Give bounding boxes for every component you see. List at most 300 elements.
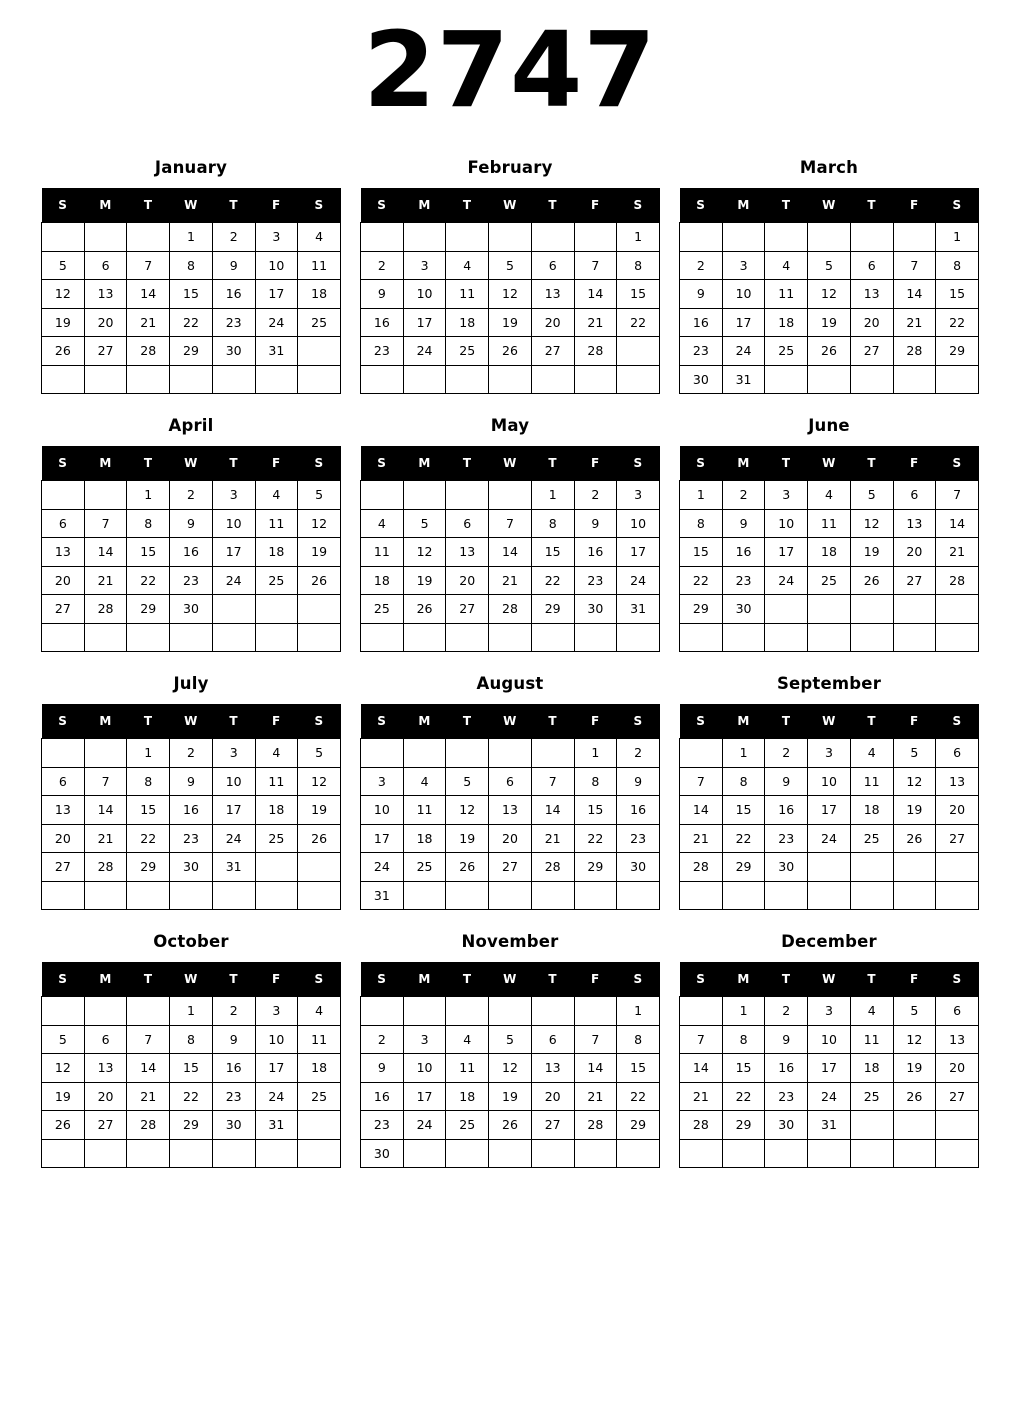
day-cell[interactable]: 29	[170, 337, 213, 366]
day-cell[interactable]: 18	[255, 796, 298, 825]
day-cell[interactable]: 20	[42, 824, 85, 853]
day-cell[interactable]: 17	[403, 1082, 446, 1111]
day-cell[interactable]: 7	[680, 767, 723, 796]
day-cell[interactable]: 13	[42, 796, 85, 825]
day-cell[interactable]: 10	[212, 767, 255, 796]
day-cell[interactable]: 11	[298, 1025, 341, 1054]
day-cell[interactable]: 6	[84, 251, 127, 280]
day-cell[interactable]: 19	[298, 538, 341, 567]
day-cell[interactable]: 28	[489, 595, 532, 624]
day-cell[interactable]: 8	[617, 251, 660, 280]
day-cell[interactable]: 12	[298, 767, 341, 796]
day-cell[interactable]: 11	[765, 280, 808, 309]
day-cell[interactable]: 3	[255, 997, 298, 1026]
day-cell[interactable]: 10	[765, 509, 808, 538]
day-cell[interactable]: 8	[936, 251, 979, 280]
day-cell[interactable]: 25	[850, 824, 893, 853]
day-cell[interactable]: 4	[361, 509, 404, 538]
day-cell[interactable]: 19	[42, 1082, 85, 1111]
day-cell[interactable]: 21	[84, 566, 127, 595]
day-cell[interactable]: 8	[617, 1025, 660, 1054]
day-cell[interactable]: 31	[808, 1111, 851, 1140]
day-cell[interactable]: 7	[574, 251, 617, 280]
day-cell[interactable]: 28	[574, 337, 617, 366]
day-cell[interactable]: 25	[361, 595, 404, 624]
day-cell[interactable]: 28	[84, 595, 127, 624]
day-cell[interactable]: 19	[403, 566, 446, 595]
day-cell[interactable]: 20	[84, 1082, 127, 1111]
day-cell[interactable]: 9	[574, 509, 617, 538]
day-cell[interactable]: 14	[489, 538, 532, 567]
day-cell[interactable]: 10	[722, 280, 765, 309]
day-cell[interactable]: 31	[722, 365, 765, 394]
day-cell[interactable]: 31	[212, 853, 255, 882]
day-cell[interactable]: 26	[298, 566, 341, 595]
day-cell[interactable]: 16	[361, 1082, 404, 1111]
day-cell[interactable]: 27	[489, 853, 532, 882]
day-cell[interactable]: 6	[84, 1025, 127, 1054]
day-cell[interactable]: 3	[255, 223, 298, 252]
day-cell[interactable]: 5	[42, 1025, 85, 1054]
day-cell[interactable]: 25	[298, 1082, 341, 1111]
day-cell[interactable]: 14	[680, 1054, 723, 1083]
day-cell[interactable]: 29	[936, 337, 979, 366]
day-cell[interactable]: 16	[765, 796, 808, 825]
day-cell[interactable]: 7	[127, 251, 170, 280]
day-cell[interactable]: 20	[531, 1082, 574, 1111]
day-cell[interactable]: 21	[84, 824, 127, 853]
day-cell[interactable]: 29	[127, 595, 170, 624]
day-cell[interactable]: 23	[765, 1082, 808, 1111]
day-cell[interactable]: 16	[680, 308, 723, 337]
day-cell[interactable]: 3	[808, 739, 851, 768]
day-cell[interactable]: 30	[170, 595, 213, 624]
day-cell[interactable]: 3	[808, 997, 851, 1026]
day-cell[interactable]: 18	[850, 796, 893, 825]
day-cell[interactable]: 22	[170, 1082, 213, 1111]
day-cell[interactable]: 23	[617, 824, 660, 853]
day-cell[interactable]: 4	[255, 739, 298, 768]
day-cell[interactable]: 18	[298, 280, 341, 309]
day-cell[interactable]: 16	[361, 308, 404, 337]
day-cell[interactable]: 1	[617, 223, 660, 252]
day-cell[interactable]: 22	[936, 308, 979, 337]
day-cell[interactable]: 9	[361, 280, 404, 309]
day-cell[interactable]: 28	[531, 853, 574, 882]
day-cell[interactable]: 24	[722, 337, 765, 366]
day-cell[interactable]: 2	[574, 481, 617, 510]
day-cell[interactable]: 1	[680, 481, 723, 510]
day-cell[interactable]: 13	[84, 280, 127, 309]
day-cell[interactable]: 13	[446, 538, 489, 567]
day-cell[interactable]: 21	[574, 1082, 617, 1111]
day-cell[interactable]: 11	[361, 538, 404, 567]
day-cell[interactable]: 27	[936, 1082, 979, 1111]
day-cell[interactable]: 27	[446, 595, 489, 624]
day-cell[interactable]: 31	[361, 881, 404, 910]
day-cell[interactable]: 16	[212, 1054, 255, 1083]
day-cell[interactable]: 20	[446, 566, 489, 595]
day-cell[interactable]: 6	[446, 509, 489, 538]
day-cell[interactable]: 2	[361, 1025, 404, 1054]
day-cell[interactable]: 13	[84, 1054, 127, 1083]
day-cell[interactable]: 25	[255, 824, 298, 853]
day-cell[interactable]: 22	[170, 308, 213, 337]
day-cell[interactable]: 15	[680, 538, 723, 567]
day-cell[interactable]: 15	[617, 1054, 660, 1083]
day-cell[interactable]: 18	[446, 1082, 489, 1111]
day-cell[interactable]: 28	[127, 337, 170, 366]
day-cell[interactable]: 10	[808, 767, 851, 796]
day-cell[interactable]: 2	[170, 739, 213, 768]
day-cell[interactable]: 1	[127, 481, 170, 510]
day-cell[interactable]: 14	[680, 796, 723, 825]
day-cell[interactable]: 6	[42, 509, 85, 538]
day-cell[interactable]: 7	[936, 481, 979, 510]
day-cell[interactable]: 2	[680, 251, 723, 280]
day-cell[interactable]: 12	[893, 767, 936, 796]
day-cell[interactable]: 16	[574, 538, 617, 567]
day-cell[interactable]: 28	[680, 1111, 723, 1140]
day-cell[interactable]: 14	[127, 1054, 170, 1083]
day-cell[interactable]: 6	[531, 251, 574, 280]
day-cell[interactable]: 2	[765, 997, 808, 1026]
day-cell[interactable]: 14	[84, 538, 127, 567]
day-cell[interactable]: 21	[893, 308, 936, 337]
day-cell[interactable]: 23	[574, 566, 617, 595]
day-cell[interactable]: 17	[722, 308, 765, 337]
day-cell[interactable]: 13	[489, 796, 532, 825]
day-cell[interactable]: 5	[850, 481, 893, 510]
day-cell[interactable]: 30	[212, 337, 255, 366]
day-cell[interactable]: 5	[893, 997, 936, 1026]
day-cell[interactable]: 27	[531, 1111, 574, 1140]
day-cell[interactable]: 7	[680, 1025, 723, 1054]
day-cell[interactable]: 10	[361, 796, 404, 825]
day-cell[interactable]: 8	[127, 767, 170, 796]
day-cell[interactable]: 31	[255, 337, 298, 366]
day-cell[interactable]: 25	[765, 337, 808, 366]
day-cell[interactable]: 28	[936, 566, 979, 595]
day-cell[interactable]: 20	[84, 308, 127, 337]
day-cell[interactable]: 11	[255, 767, 298, 796]
day-cell[interactable]: 11	[298, 251, 341, 280]
day-cell[interactable]: 1	[617, 997, 660, 1026]
day-cell[interactable]: 20	[850, 308, 893, 337]
day-cell[interactable]: 29	[127, 853, 170, 882]
day-cell[interactable]: 11	[850, 1025, 893, 1054]
day-cell[interactable]: 30	[765, 853, 808, 882]
day-cell[interactable]: 26	[446, 853, 489, 882]
day-cell[interactable]: 8	[170, 1025, 213, 1054]
day-cell[interactable]: 13	[531, 1054, 574, 1083]
day-cell[interactable]: 4	[765, 251, 808, 280]
day-cell[interactable]: 24	[212, 824, 255, 853]
day-cell[interactable]: 26	[42, 337, 85, 366]
day-cell[interactable]: 2	[212, 223, 255, 252]
day-cell[interactable]: 9	[765, 1025, 808, 1054]
day-cell[interactable]: 14	[127, 280, 170, 309]
day-cell[interactable]: 24	[255, 1082, 298, 1111]
day-cell[interactable]: 26	[42, 1111, 85, 1140]
day-cell[interactable]: 19	[893, 1054, 936, 1083]
day-cell[interactable]: 15	[170, 280, 213, 309]
day-cell[interactable]: 24	[808, 1082, 851, 1111]
day-cell[interactable]: 22	[680, 566, 723, 595]
day-cell[interactable]: 1	[127, 739, 170, 768]
day-cell[interactable]: 5	[446, 767, 489, 796]
day-cell[interactable]: 30	[170, 853, 213, 882]
day-cell[interactable]: 6	[936, 997, 979, 1026]
day-cell[interactable]: 7	[84, 767, 127, 796]
day-cell[interactable]: 22	[722, 1082, 765, 1111]
day-cell[interactable]: 17	[255, 1054, 298, 1083]
day-cell[interactable]: 10	[212, 509, 255, 538]
day-cell[interactable]: 13	[531, 280, 574, 309]
day-cell[interactable]: 11	[255, 509, 298, 538]
day-cell[interactable]: 15	[936, 280, 979, 309]
day-cell[interactable]: 14	[574, 280, 617, 309]
day-cell[interactable]: 18	[361, 566, 404, 595]
day-cell[interactable]: 9	[361, 1054, 404, 1083]
day-cell[interactable]: 19	[893, 796, 936, 825]
day-cell[interactable]: 14	[531, 796, 574, 825]
day-cell[interactable]: 28	[680, 853, 723, 882]
day-cell[interactable]: 9	[212, 251, 255, 280]
day-cell[interactable]: 22	[127, 566, 170, 595]
day-cell[interactable]: 27	[893, 566, 936, 595]
day-cell[interactable]: 28	[893, 337, 936, 366]
day-cell[interactable]: 22	[617, 308, 660, 337]
day-cell[interactable]: 23	[212, 1082, 255, 1111]
day-cell[interactable]: 17	[765, 538, 808, 567]
day-cell[interactable]: 14	[936, 509, 979, 538]
day-cell[interactable]: 13	[42, 538, 85, 567]
day-cell[interactable]: 5	[403, 509, 446, 538]
day-cell[interactable]: 29	[531, 595, 574, 624]
day-cell[interactable]: 8	[531, 509, 574, 538]
day-cell[interactable]: 12	[850, 509, 893, 538]
day-cell[interactable]: 16	[170, 796, 213, 825]
day-cell[interactable]: 4	[850, 997, 893, 1026]
day-cell[interactable]: 24	[361, 853, 404, 882]
day-cell[interactable]: 30	[765, 1111, 808, 1140]
day-cell[interactable]: 6	[936, 739, 979, 768]
day-cell[interactable]: 8	[722, 1025, 765, 1054]
day-cell[interactable]: 11	[808, 509, 851, 538]
day-cell[interactable]: 26	[808, 337, 851, 366]
day-cell[interactable]: 1	[170, 223, 213, 252]
day-cell[interactable]: 22	[722, 824, 765, 853]
day-cell[interactable]: 19	[446, 824, 489, 853]
day-cell[interactable]: 23	[361, 337, 404, 366]
day-cell[interactable]: 15	[722, 796, 765, 825]
day-cell[interactable]: 29	[617, 1111, 660, 1140]
day-cell[interactable]: 11	[446, 1054, 489, 1083]
day-cell[interactable]: 5	[298, 739, 341, 768]
day-cell[interactable]: 15	[617, 280, 660, 309]
day-cell[interactable]: 20	[893, 538, 936, 567]
day-cell[interactable]: 31	[617, 595, 660, 624]
day-cell[interactable]: 19	[850, 538, 893, 567]
day-cell[interactable]: 23	[212, 308, 255, 337]
day-cell[interactable]: 13	[936, 767, 979, 796]
day-cell[interactable]: 4	[808, 481, 851, 510]
day-cell[interactable]: 2	[617, 739, 660, 768]
day-cell[interactable]: 23	[722, 566, 765, 595]
day-cell[interactable]: 3	[361, 767, 404, 796]
day-cell[interactable]: 1	[722, 739, 765, 768]
day-cell[interactable]: 7	[84, 509, 127, 538]
day-cell[interactable]: 17	[808, 796, 851, 825]
day-cell[interactable]: 26	[489, 337, 532, 366]
day-cell[interactable]: 6	[42, 767, 85, 796]
day-cell[interactable]: 28	[574, 1111, 617, 1140]
day-cell[interactable]: 4	[403, 767, 446, 796]
day-cell[interactable]: 10	[808, 1025, 851, 1054]
day-cell[interactable]: 29	[722, 853, 765, 882]
day-cell[interactable]: 12	[489, 1054, 532, 1083]
day-cell[interactable]: 27	[531, 337, 574, 366]
day-cell[interactable]: 13	[936, 1025, 979, 1054]
day-cell[interactable]: 28	[127, 1111, 170, 1140]
day-cell[interactable]: 3	[403, 251, 446, 280]
day-cell[interactable]: 7	[127, 1025, 170, 1054]
day-cell[interactable]: 18	[255, 538, 298, 567]
day-cell[interactable]: 30	[722, 595, 765, 624]
day-cell[interactable]: 19	[489, 308, 532, 337]
day-cell[interactable]: 9	[170, 767, 213, 796]
day-cell[interactable]: 14	[84, 796, 127, 825]
day-cell[interactable]: 1	[531, 481, 574, 510]
day-cell[interactable]: 17	[617, 538, 660, 567]
day-cell[interactable]: 9	[170, 509, 213, 538]
day-cell[interactable]: 3	[617, 481, 660, 510]
day-cell[interactable]: 4	[850, 739, 893, 768]
day-cell[interactable]: 15	[574, 796, 617, 825]
day-cell[interactable]: 15	[722, 1054, 765, 1083]
day-cell[interactable]: 3	[722, 251, 765, 280]
day-cell[interactable]: 13	[850, 280, 893, 309]
day-cell[interactable]: 4	[255, 481, 298, 510]
day-cell[interactable]: 5	[489, 1025, 532, 1054]
day-cell[interactable]: 19	[42, 308, 85, 337]
day-cell[interactable]: 5	[489, 251, 532, 280]
day-cell[interactable]: 30	[574, 595, 617, 624]
day-cell[interactable]: 25	[808, 566, 851, 595]
day-cell[interactable]: 16	[765, 1054, 808, 1083]
day-cell[interactable]: 8	[170, 251, 213, 280]
day-cell[interactable]: 21	[127, 308, 170, 337]
day-cell[interactable]: 12	[42, 1054, 85, 1083]
day-cell[interactable]: 9	[722, 509, 765, 538]
day-cell[interactable]: 9	[680, 280, 723, 309]
day-cell[interactable]: 20	[936, 796, 979, 825]
day-cell[interactable]: 6	[531, 1025, 574, 1054]
day-cell[interactable]: 6	[850, 251, 893, 280]
day-cell[interactable]: 22	[127, 824, 170, 853]
day-cell[interactable]: 25	[255, 566, 298, 595]
day-cell[interactable]: 9	[617, 767, 660, 796]
day-cell[interactable]: 13	[893, 509, 936, 538]
day-cell[interactable]: 5	[298, 481, 341, 510]
day-cell[interactable]: 27	[84, 337, 127, 366]
day-cell[interactable]: 21	[936, 538, 979, 567]
day-cell[interactable]: 1	[722, 997, 765, 1026]
day-cell[interactable]: 21	[680, 824, 723, 853]
day-cell[interactable]: 17	[403, 308, 446, 337]
day-cell[interactable]: 19	[808, 308, 851, 337]
day-cell[interactable]: 19	[489, 1082, 532, 1111]
day-cell[interactable]: 23	[361, 1111, 404, 1140]
day-cell[interactable]: 23	[170, 566, 213, 595]
day-cell[interactable]: 12	[446, 796, 489, 825]
day-cell[interactable]: 10	[255, 1025, 298, 1054]
day-cell[interactable]: 27	[42, 853, 85, 882]
day-cell[interactable]: 26	[298, 824, 341, 853]
day-cell[interactable]: 7	[893, 251, 936, 280]
day-cell[interactable]: 1	[574, 739, 617, 768]
day-cell[interactable]: 8	[127, 509, 170, 538]
day-cell[interactable]: 25	[298, 308, 341, 337]
day-cell[interactable]: 23	[680, 337, 723, 366]
day-cell[interactable]: 18	[850, 1054, 893, 1083]
day-cell[interactable]: 24	[212, 566, 255, 595]
day-cell[interactable]: 18	[403, 824, 446, 853]
day-cell[interactable]: 9	[765, 767, 808, 796]
day-cell[interactable]: 26	[850, 566, 893, 595]
day-cell[interactable]: 12	[808, 280, 851, 309]
day-cell[interactable]: 16	[722, 538, 765, 567]
day-cell[interactable]: 29	[574, 853, 617, 882]
day-cell[interactable]: 8	[680, 509, 723, 538]
day-cell[interactable]: 21	[574, 308, 617, 337]
day-cell[interactable]: 2	[212, 997, 255, 1026]
day-cell[interactable]: 12	[893, 1025, 936, 1054]
day-cell[interactable]: 18	[808, 538, 851, 567]
day-cell[interactable]: 30	[617, 853, 660, 882]
day-cell[interactable]: 25	[403, 853, 446, 882]
day-cell[interactable]: 17	[361, 824, 404, 853]
day-cell[interactable]: 10	[255, 251, 298, 280]
day-cell[interactable]: 17	[255, 280, 298, 309]
day-cell[interactable]: 10	[617, 509, 660, 538]
day-cell[interactable]: 15	[127, 796, 170, 825]
day-cell[interactable]: 21	[531, 824, 574, 853]
day-cell[interactable]: 16	[617, 796, 660, 825]
day-cell[interactable]: 4	[446, 251, 489, 280]
day-cell[interactable]: 6	[893, 481, 936, 510]
day-cell[interactable]: 18	[446, 308, 489, 337]
day-cell[interactable]: 5	[808, 251, 851, 280]
day-cell[interactable]: 16	[212, 280, 255, 309]
day-cell[interactable]: 3	[403, 1025, 446, 1054]
day-cell[interactable]: 15	[170, 1054, 213, 1083]
day-cell[interactable]: 28	[84, 853, 127, 882]
day-cell[interactable]: 29	[680, 595, 723, 624]
day-cell[interactable]: 15	[531, 538, 574, 567]
day-cell[interactable]: 30	[361, 1139, 404, 1168]
day-cell[interactable]: 11	[403, 796, 446, 825]
day-cell[interactable]: 1	[936, 223, 979, 252]
day-cell[interactable]: 17	[212, 796, 255, 825]
day-cell[interactable]: 12	[298, 509, 341, 538]
day-cell[interactable]: 10	[403, 1054, 446, 1083]
day-cell[interactable]: 21	[489, 566, 532, 595]
day-cell[interactable]: 26	[893, 1082, 936, 1111]
day-cell[interactable]: 2	[170, 481, 213, 510]
day-cell[interactable]: 18	[298, 1054, 341, 1083]
